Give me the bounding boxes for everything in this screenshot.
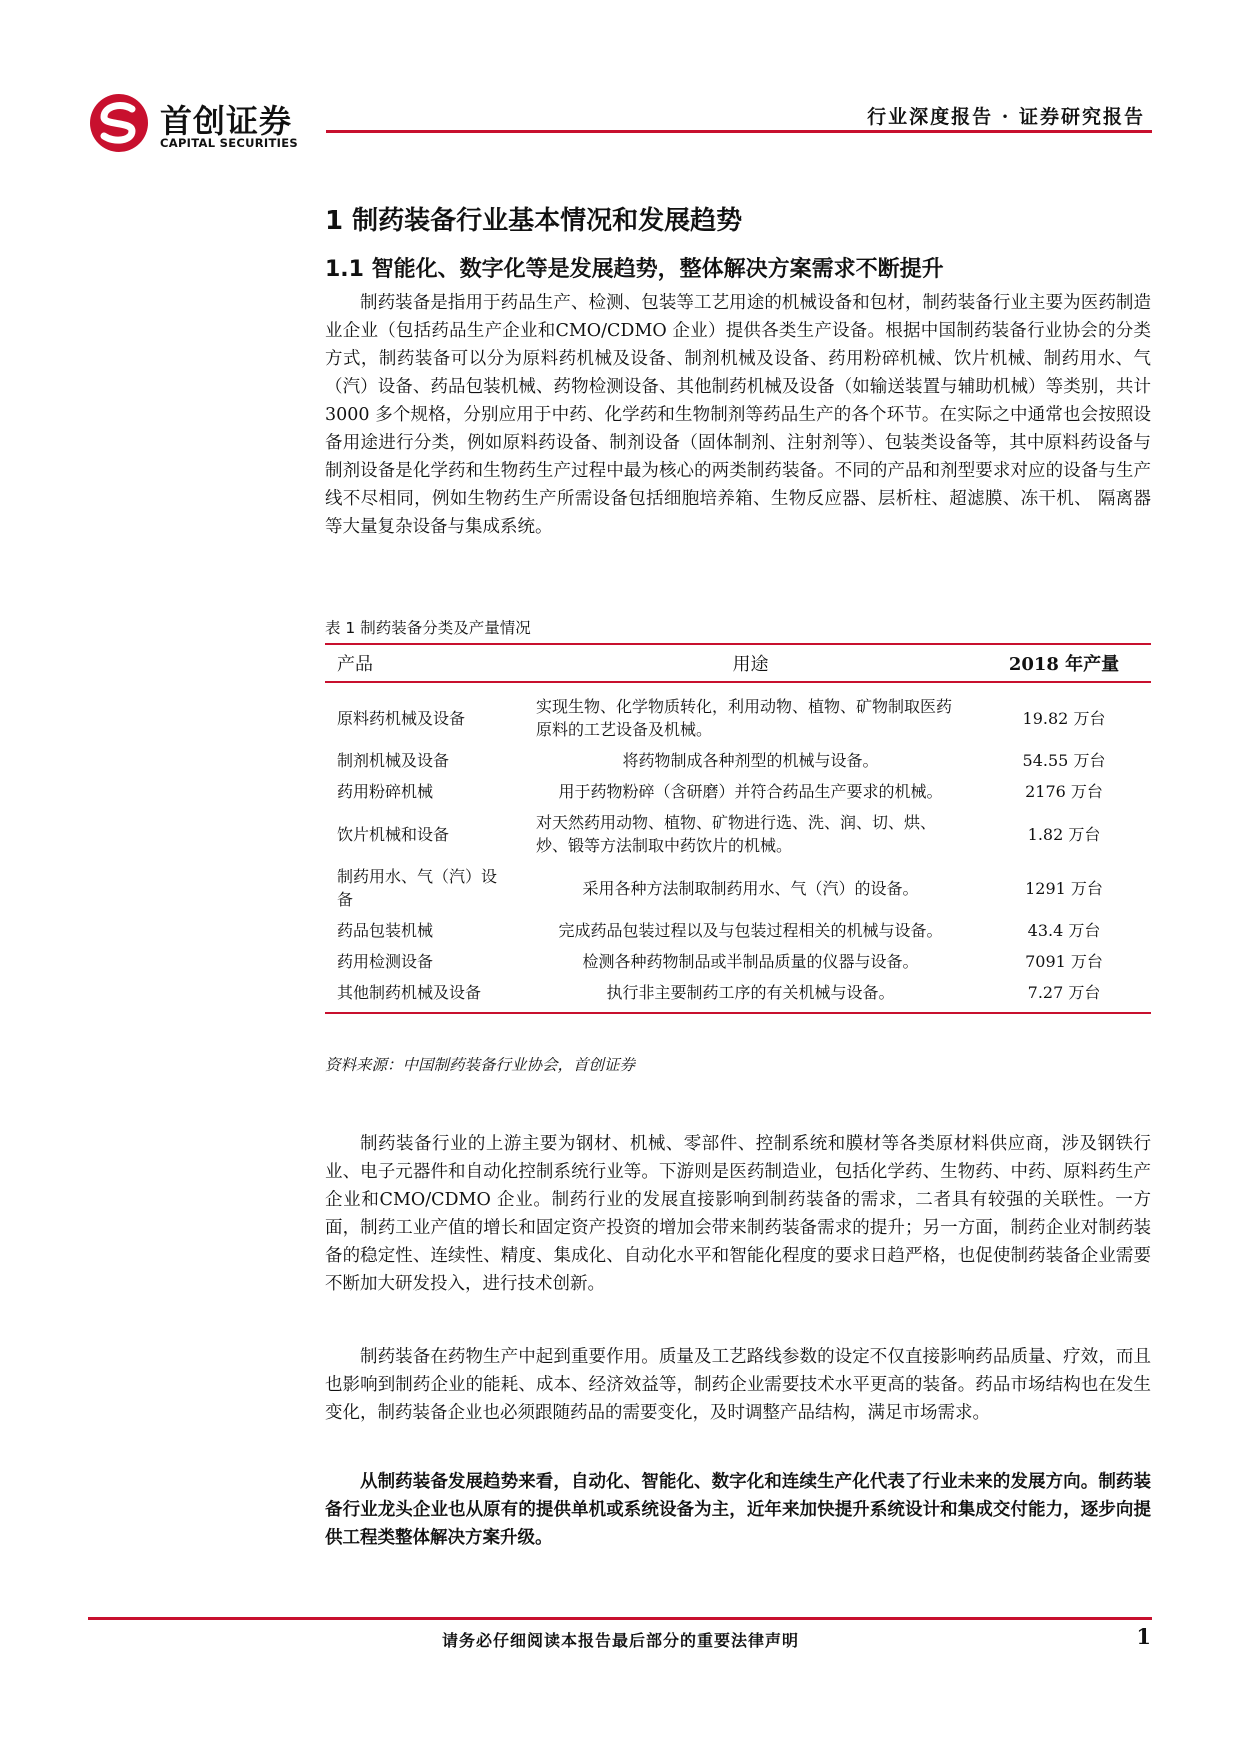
page-number: 1 (1136, 1624, 1151, 1649)
equipment-classification-table (325, 643, 1151, 1014)
cell-output: 1.82 万台 (1027, 824, 1101, 844)
cell-product: 其他制药机械及设备 (325, 977, 524, 1013)
paragraph-upstream-downstream: 制药装备行业的上游主要为钢材、机械、零部件、控制系统和膜材等各类原材料供应商，涉及钢铁行业、电子元器件和自动化控制系统行业等。下游则是医药制造业，包括化学药、生物药、中药、原料药生产企业和CMO/CDMO 企业。制药行业的发展直接影响到制药装备的需求，二者具有较强的关联性。一方面，制药工业产值的增长和固定资产投资的增加会带来制药装备需求的提升；另一方面，制药企业对制药装备的稳定性、连续性、精度、集成化、自动化水平和智能化程度的要求日趋严格，也促使制药装备企业需要不断加大研发投入，进行技术创新。 (325, 1134, 1151, 1294)
cell-usage: 检测各种药物制品或半制品质量的仪器与设备。 (582, 952, 919, 971)
cell-product: 药用粉碎机械 (337, 782, 434, 801)
table-header-row (325, 644, 1151, 682)
report-type-label: 行业深度报告 · 证券研究报告 (867, 106, 1145, 128)
cell-product: 饮片机械和设备 (337, 824, 450, 844)
table-caption: 表 1 制药装备分类及产量情况 (325, 619, 531, 637)
footer-divider (88, 1617, 1152, 1620)
paragraph-development-trend: 从制药装备发展趋势来看，自动化、智能化、数字化和连续生产化代表了行业未来的发展方向。制药装备行业龙头企业也从原有的提供单机或系统设备为主，近年来加快提升系统设计和集成交付能力，逐步向提供工程类整体解决方案升级。 (325, 1472, 1151, 1548)
cell-usage: 实现生物、化学物质转化，利用动物、植物、矿物制取医药原料的工艺设备及机械。 (536, 697, 953, 739)
cell-output: 1291 万台 (1025, 878, 1103, 898)
cell-output: 7.27 万台 (977, 977, 1151, 1013)
table-row (325, 745, 1151, 776)
cell-product: 原料药机械及设备 (337, 708, 466, 728)
cell-output: 19.82 万台 (1022, 708, 1106, 728)
cell-output: 43.4 万台 (1027, 921, 1101, 940)
section-heading: 1 制药装备行业基本情况和发展趋势 (325, 206, 743, 236)
cell-product: 药品包装机械 (337, 921, 434, 940)
logo-english-name: CAPITAL SECURITIES (160, 136, 298, 150)
column-header-usage: 用途 (524, 644, 977, 682)
cell-usage: 采用各种方法制取制药用水、气（汽）的设备。 (582, 878, 919, 898)
table-row (325, 977, 1151, 1013)
table-row (325, 776, 1151, 807)
cell-usage: 用于药物粉碎（含研磨）并符合药品生产要求的机械。 (558, 782, 943, 801)
table-source-note: 资料来源：中国制药装备行业协会，首创证券 (325, 1056, 636, 1074)
subsection-heading: 1.1 智能化、数字化等是发展趋势，整体解决方案需求不断提升 (325, 257, 944, 282)
table-row (325, 682, 1151, 745)
table-row (325, 946, 1151, 977)
cell-output: 54.55 万台 (1022, 751, 1106, 770)
legal-disclaimer: 请务必仔细阅读本报告最后部分的重要法律声明 (441, 1631, 799, 1650)
paragraph-equipment-importance: 制药装备在药物生产中起到重要作用。质量及工艺路线参数的设定不仅直接影响药品质量、疗效，而且也影响到制药企业的能耗、成本、经济效益等，制药企业需要技术水平更高的装备。药品市场结构也在发生变化，制药装备企业也必须跟随药品的需要变化，及时调整产品结构，满足市场需求。 (325, 1347, 1151, 1423)
logo-chinese-name: 首创证券 (160, 102, 293, 140)
table-row (325, 915, 1151, 946)
cell-product: 制剂机械及设备 (337, 751, 450, 770)
company-logo (88, 92, 328, 152)
capital-securities-logo-icon (88, 92, 150, 154)
cell-usage: 执行非主要制药工序的有关机械与设备。 (524, 977, 977, 1013)
table-row (325, 861, 1151, 915)
paragraph-equipment-definition: 制药装备是指用于药品生产、检测、包装等工艺用途的机械设备和包材，制药装备行业主要为医药制造业企业（包括药品生产企业和CMO/CDMO 企业）提供各类生产设备。根据中国制药装备行业协会的分类方式，制药装备可以分为原料药机械及设备、制剂机械及设备、药用粉碎机械、饮片机械、制药用水、气（汽）设备、药品包装机械、药物检测设备、其他制药机械及设备（如输送装置与辅助机械）等类别，共计 3000 多个规格，分别应用于中药、化学药和生物制剂等药品生产的各个环节。在实际之中通常也会按照设备用途进行分类，例如原料药设备、制剂设备（固体制剂、注射剂等）、包装类设备等，其中原料药设备与制剂设备是化学药和生物药生产过程中最为核心的两类制药装备。不同的产品和剂型要求对应的设备与生产线不尽相同，例如生物药生产所需设备包括细胞培养箱、生物反应器、层析柱、超滤膜、冻干机、 隔离器等大量复杂设备与集成系统。 (325, 293, 1151, 537)
cell-output: 7091 万台 (1025, 952, 1103, 971)
cell-product: 制药用水、气（汽）设备 (337, 867, 498, 909)
cell-usage: 将药物制成各种剂型的机械与设备。 (622, 751, 879, 770)
header-divider (326, 130, 1152, 133)
column-header-output-2018: 2018 年产量 (977, 644, 1151, 682)
cell-product: 药用检测设备 (337, 952, 434, 971)
column-header-product: 产品 (325, 644, 524, 682)
cell-output: 2176 万台 (1025, 782, 1103, 801)
cell-usage: 对天然药用动物、植物、矿物进行选、洗、润、切、烘、炒、锻等方法制取中药饮片的机械。 (536, 813, 937, 855)
cell-usage: 完成药品包装过程以及与包装过程相关的机械与设备。 (558, 921, 943, 940)
table-row (325, 807, 1151, 861)
